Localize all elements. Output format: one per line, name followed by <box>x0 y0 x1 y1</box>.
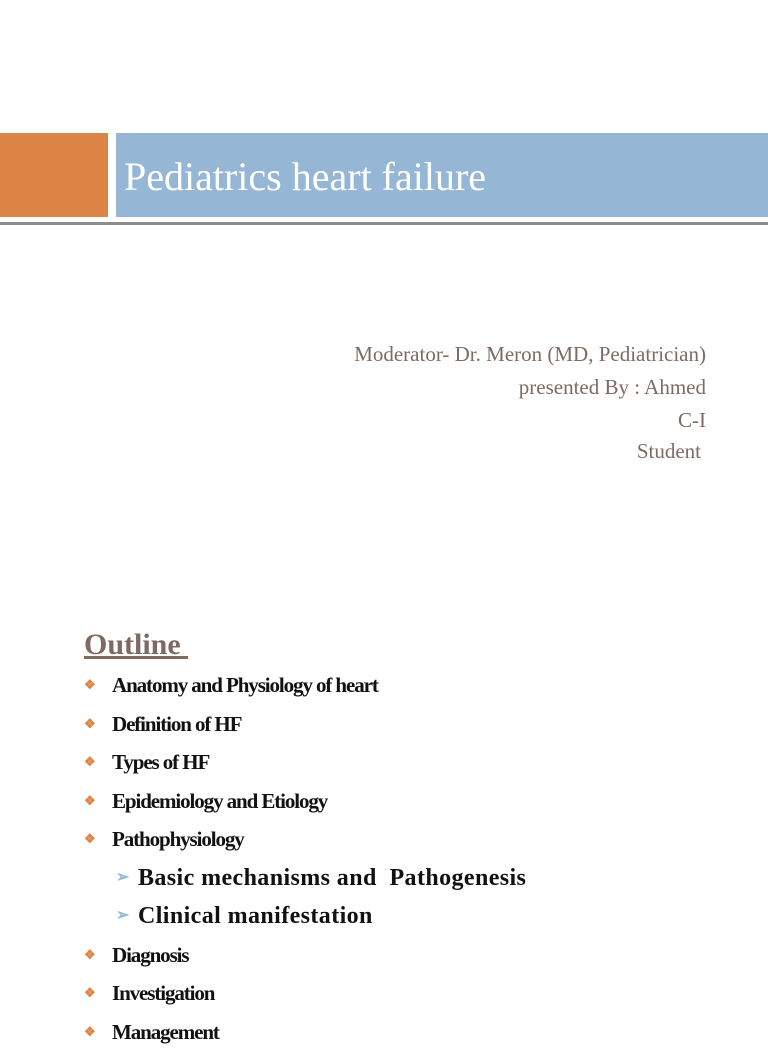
moderator-line: Moderator- Dr. Meron (MD, Pediatrician) <box>354 338 706 371</box>
outline-item <box>84 936 744 975</box>
outline-item-label: Management <box>112 1020 219 1044</box>
outline-item-label: Anatomy and Physiology of heart <box>112 673 378 697</box>
role-line: Student <box>354 437 706 465</box>
diamond-bullet-icon: ❖ <box>84 974 96 1012</box>
arrow-bullet-icon: ➢ <box>116 859 129 897</box>
title-bar <box>116 133 768 217</box>
diamond-bullet-icon: ❖ <box>84 1013 96 1051</box>
outline-item <box>84 705 744 744</box>
outline-item <box>84 974 744 1013</box>
outline-item <box>84 820 744 859</box>
diamond-bullet-icon: ❖ <box>84 820 96 858</box>
presenter-line: presented By : Ahmed <box>354 371 706 404</box>
outline-subitem <box>84 897 744 936</box>
diamond-bullet-icon: ❖ <box>84 743 96 781</box>
outline-subitem <box>84 859 744 898</box>
outline-item <box>84 1013 744 1051</box>
outline-list <box>84 666 744 1051</box>
outline-item-label: Types of HF <box>112 750 209 774</box>
title-banner <box>0 133 768 223</box>
outline-section <box>84 628 744 1051</box>
outline-item-label: Epidemiology and Etiology <box>112 789 327 813</box>
diamond-bullet-icon: ❖ <box>84 705 96 743</box>
slide-title: Pediatrics heart failure <box>124 153 486 200</box>
diamond-bullet-icon: ❖ <box>84 936 96 974</box>
presenter-info <box>354 338 706 465</box>
diamond-bullet-icon: ❖ <box>84 782 96 820</box>
outline-item-label: Pathophysiology <box>112 827 244 851</box>
level-line: C-I <box>354 404 706 437</box>
arrow-bullet-icon: ➢ <box>116 897 129 935</box>
outline-item-label: Investigation <box>112 981 214 1005</box>
outline-item <box>84 782 744 821</box>
diamond-bullet-icon: ❖ <box>84 666 96 704</box>
outline-item <box>84 743 744 782</box>
accent-block <box>0 133 108 217</box>
title-divider <box>0 222 768 225</box>
outline-subitem-label: Clinical manifestation <box>138 903 373 929</box>
outline-item-label: Definition of HF <box>112 712 241 736</box>
outline-item <box>84 666 744 705</box>
outline-item-label: Diagnosis <box>112 943 188 967</box>
outline-subitem-label: Basic mechanisms and Pathogenesis <box>138 865 526 891</box>
outline-heading: Outline <box>84 628 744 662</box>
